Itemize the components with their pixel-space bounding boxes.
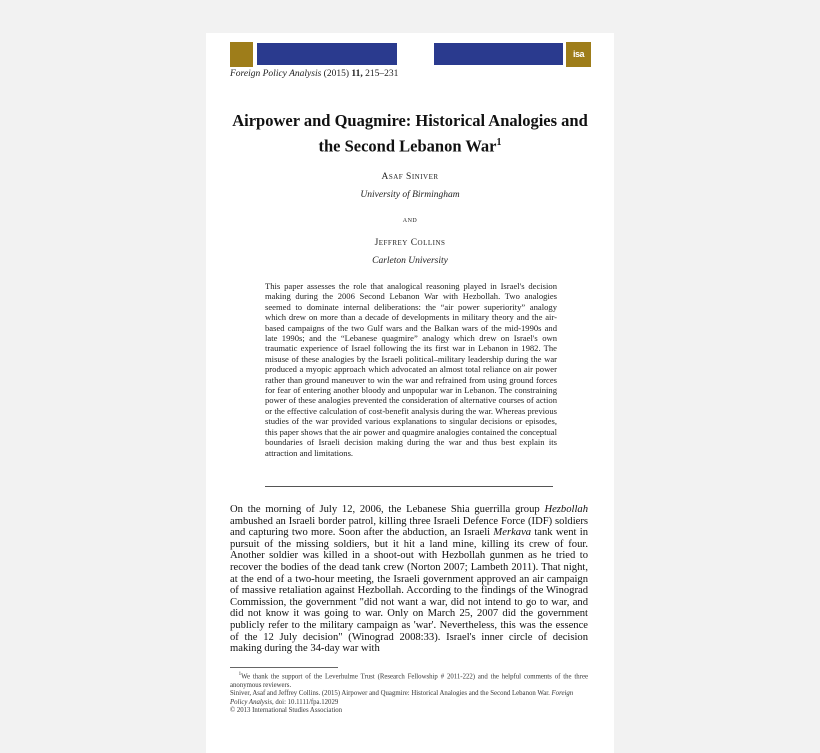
affiliation-1: University of Birmingham [360, 190, 460, 200]
author-conjunction: and [402, 214, 418, 224]
author-1: Asaf Siniver [381, 172, 439, 182]
article-title [230, 110, 590, 158]
logo-text: isa [572, 49, 584, 59]
author-2: Jeffrey Collins [374, 238, 446, 248]
isa-logo-icon [566, 42, 591, 67]
footnote-mark: 1 [238, 672, 242, 677]
article-title-text: Airpower and Quagmire: Historical Analogies and the Second Lebanon War [232, 111, 588, 156]
journal-citation-line [230, 69, 398, 79]
journal-year: (2015) [323, 69, 349, 79]
copyright-line: © 2013 International Studies Association [230, 707, 343, 715]
body-text-segment: On the morning of July 12, 2006, the Lebanese Shia guerrilla group [230, 504, 545, 515]
body-emphasis-merkava: Merkava [493, 527, 532, 539]
journal-volume: 11, [351, 69, 363, 79]
footnote-divider [230, 667, 338, 668]
abstract: This paper assesses the role that analogical reasoning played in Israel's decision making during the 2006 Second Lebanon War with Hezbollah. Two analogies seemed to dominate internal deliberations: the “air power superiority” analogy which drew on more than a decade of developments in military theory and the air-based campaigns of the two Gulf wars and the Balkan wars of the mid-1990s and late 1990s; and the “Lebanese quagmire” analogy which drew on Israel's own traumatic experience of Israel following the its first war in Lebanon in 1982. The misuse of these analogies by the Israeli political–military leadership during the war produced a myopic approach which advocated an almost total reliance on air power rather than ground maneuver to win the war and refrained from using ground forces for fear of entering another bloody and unpopular war in Lebanon. The constraining power of these analogies prevented the consideration of alternative courses of action or the effective calculation of cost-benefit analysis during the war. Whereas previous studies of the war provided various explanations to singular decisions or episodes, this paper shows that the air power and quagmire analogies contained the conceptual boundaries of Israeli decision making during the war and thus best explain its attraction and limitations. [265, 281, 557, 458]
header-gold-block [230, 42, 253, 67]
citation-journal: Foreign Policy Analysis [230, 690, 574, 706]
footnote [230, 671, 588, 690]
citation-text: Siniver, Asaf and Jeffrey Collins. (2015) Airpower and Quagmire: Historical Analogies and the Second Lebanon War. [230, 690, 552, 697]
body-paragraph [230, 504, 588, 655]
journal-name: Foreign Policy Analysis [230, 69, 322, 79]
journal-pages: 215–231 [365, 69, 399, 79]
abstract-divider [265, 486, 553, 487]
footnote-text: We thank the support of the Leverhulme Trust (Research Fellowship # 2011-222) and the helpful comments of the three anonymous reviewers. [230, 673, 588, 689]
body-text-segment: ambushed an Israeli border patrol, killing three Israeli Defence Force (IDF) soldiers and capturing two more. Soon after the abduction, an Israeli [230, 515, 588, 539]
affiliation-2: Carleton University [372, 256, 448, 266]
body-text-segment: tank went in pursuit of the missing soldiers, but it hit a land mine, killing its crew of four. Another soldier was killed in a shoot-out with Hezbollah gunmen as he tried to recover the bodies of the dead tank crew (Norton 2007; Lambeth 2011). That night, at the end of a two-hour meeting, the Israeli government approved an air campaign of massive retaliation against Hezbollah. According to the findings of the Winograd Commission, the government "did not want a war, did not intend to go to war, and did not know it was going to war. Only on March 25, 2007 did the government publicly refer to the military campaign as 'war'. Nevertheless, this was the essence of the 12 July decision" (Winograd 2008:33). Israel's inner circle of decision making during the 34-day war with [230, 527, 588, 655]
body-emphasis-hezbollah: Hezbollah [544, 504, 588, 515]
header-bar-gap [397, 43, 434, 65]
citation-doi: , doi: 10.1111/fpa.12029 [271, 698, 339, 706]
article-citation [230, 690, 588, 716]
title-footnote-mark: 1 [496, 137, 502, 148]
